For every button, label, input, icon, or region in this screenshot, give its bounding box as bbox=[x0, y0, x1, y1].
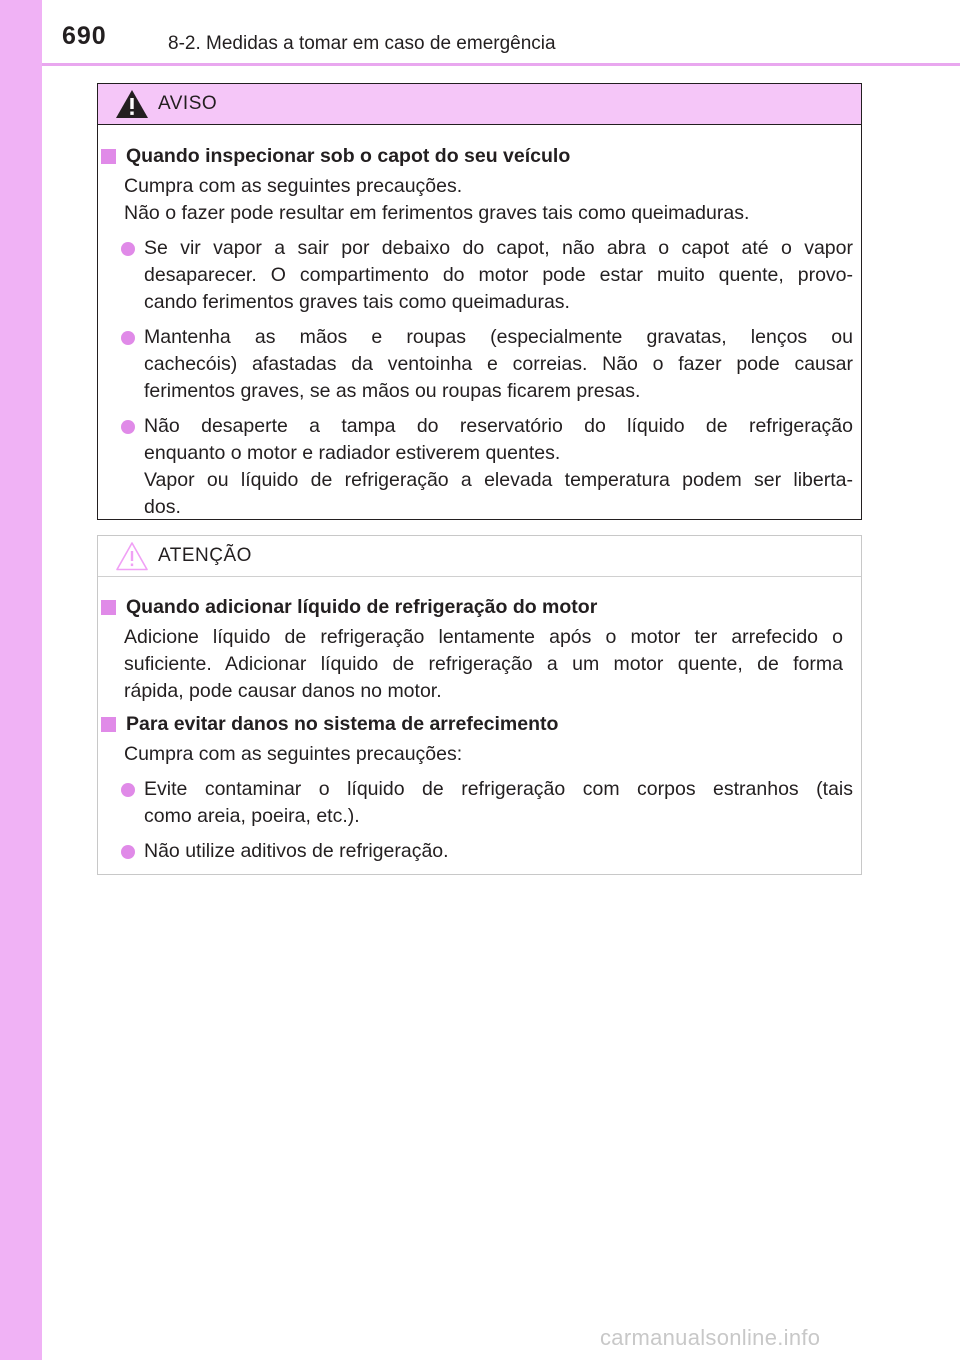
warning-label: AVISO bbox=[158, 93, 218, 114]
warning-heading: Quando inspecionar sob o capot do seu veículo bbox=[98, 143, 853, 170]
caution-heading-2: Para evitar danos no sistema de arrefecimento bbox=[98, 711, 853, 738]
square-bullet-icon bbox=[101, 149, 116, 164]
warning-intro-1: Cumpra com as seguintes precauções. bbox=[124, 175, 463, 197]
caution-triangle-icon bbox=[114, 540, 150, 572]
caution-bullet: Evite contaminar o líquido de refrigeração com corpos estranhos (tais como areia, poeira, etc.). bbox=[98, 776, 853, 830]
watermark: carmanualsonline.info bbox=[600, 1325, 821, 1350]
header-rule bbox=[42, 63, 960, 66]
side-color-strip bbox=[0, 0, 42, 1360]
caution-bullet: Não utilize aditivos de refrigeração. bbox=[98, 838, 853, 865]
warning-triangle-icon bbox=[114, 88, 150, 120]
caution-heading-1: Quando adicionar líquido de refrigeração do motor bbox=[98, 594, 853, 621]
caution-label: ATENÇÃO bbox=[158, 545, 252, 566]
warning-bullet: Mantenha as mãos e roupas (especialmente gravatas, lenços ou cachecóis) afastadas da ventoinha e correias. Não o fazer pode causar ferimentos graves, se as mãos ou roupas ficarem presas. bbox=[98, 324, 853, 405]
square-bullet-icon bbox=[101, 600, 116, 615]
section-title: 8-2. Medidas a tomar em caso de emergência bbox=[168, 33, 556, 54]
warning-box bbox=[97, 83, 862, 520]
warning-intro-2: Não o fazer pode resultar em ferimentos graves tais como queimaduras. bbox=[124, 202, 750, 224]
warning-bullet: Não desaperte a tampa do reservatório do líquido de refrigeração enquanto o motor e radiador estiverem quentes. Vapor ou líquido de refrigeração a elevada temperatura podem ser liberta- dos. bbox=[98, 413, 853, 521]
round-bullet-icon bbox=[121, 331, 135, 345]
round-bullet-icon bbox=[121, 242, 135, 256]
round-bullet-icon bbox=[121, 845, 135, 859]
round-bullet-icon bbox=[121, 783, 135, 797]
warning-bullet: Se vir vapor a sair por debaixo do capot, não abra o capot até o vapor desaparecer. O compartimento do motor pode estar muito quente, provo- cando ferimentos graves tais como queimaduras. bbox=[98, 235, 853, 316]
square-bullet-icon bbox=[101, 717, 116, 732]
caution-paragraph-1: Adicione líquido de refrigeração lentamente após o motor ter arrefecido o suficiente. Adicionar líquido de refrigeração a um motor quente, de forma rápida, pode causar danos no motor. bbox=[124, 626, 843, 702]
caution-paragraph-2: Cumpra com as seguintes precauções: bbox=[124, 743, 463, 765]
warning-box-header bbox=[98, 84, 861, 125]
caution-box-header bbox=[98, 536, 861, 577]
page-number: 690 bbox=[62, 22, 107, 50]
round-bullet-icon bbox=[121, 420, 135, 434]
caution-box bbox=[97, 535, 862, 875]
